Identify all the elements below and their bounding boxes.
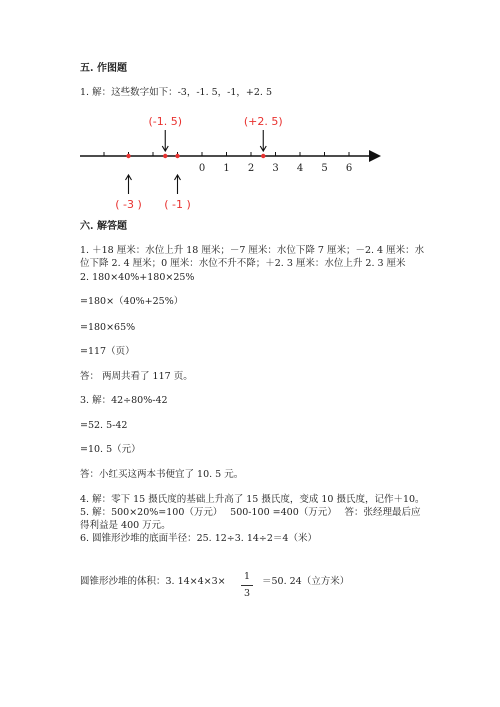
answer-line-10: =10. 5（元） — [80, 444, 141, 455]
answer-line-13: 5. 解：500×20%=100（万元） 500-100 =400（万元） 答：张经理最后应 — [80, 507, 421, 518]
answer-line-15: 6. 圆锥形沙堆的底面半径：25. 12÷3. 14÷2＝4（米） — [80, 533, 317, 544]
section6-heading: 六. 解答题 — [80, 221, 127, 232]
point-label: (-1. 5) — [148, 115, 183, 128]
point-marker — [175, 154, 179, 158]
number-line — [80, 115, 390, 211]
answer-line-6: =117（页） — [80, 346, 135, 357]
fraction-bar — [241, 585, 253, 586]
point-label: (+2. 5) — [243, 115, 283, 128]
tick-label: 0 — [198, 163, 206, 174]
answer-line-7: 答： 两周共看了 117 页。 — [80, 371, 193, 382]
point-marker — [126, 154, 130, 158]
point-marker — [163, 154, 167, 158]
answer-line-8: 3. 解：42÷80%-42 — [80, 395, 168, 406]
q1-answer: 1. 解：这些数字如下：-3，-1. 5，-1，+2. 5 — [80, 87, 273, 98]
fraction-denominator: 3 — [243, 588, 251, 599]
point-marker — [261, 154, 265, 158]
answer-line-9: =52. 5-42 — [80, 420, 128, 431]
answer-line-4: =180×（40%+25%） — [80, 296, 184, 307]
tick-label: 4 — [296, 163, 304, 174]
answer-line-5: =180×65% — [80, 322, 136, 333]
tick-label: 6 — [345, 163, 353, 174]
point-label: ( -1 ) — [164, 198, 191, 211]
fraction-one-third — [240, 571, 254, 600]
point-label: ( -3 ) — [115, 198, 142, 211]
answer-line-3: 2. 180×40%+180×25% — [80, 272, 195, 283]
point-arrow — [175, 175, 181, 194]
volume-suffix: ＝50. 24（立方米） — [262, 576, 350, 587]
point-arrow — [126, 175, 132, 194]
fraction-numerator: 1 — [243, 571, 251, 582]
tick-label: 1 — [223, 163, 230, 174]
tick-label: 5 — [321, 163, 328, 174]
answer-line-1: 1. ＋18 厘米：水位上升 18 厘米；－7 厘米：水位下降 7 厘米；－2. 4 厘米：水 — [80, 245, 425, 256]
answer-line-11: 答：小红买这两本书便宜了 10. 5 元。 — [80, 469, 244, 480]
point-arrow — [162, 130, 168, 151]
tick-label: 3 — [272, 163, 279, 174]
tick-label: 2 — [247, 163, 255, 174]
volume-prefix: 圆锥形沙堆的体积：3. 14×4×3× — [80, 576, 226, 587]
answer-line-12: 4. 解：零下 15 摄氏度的基础上升高了 15 摄氏度，变成 10 摄氏度，记作＋10。 — [80, 494, 425, 505]
answer-line-14: 得利益是 400 万元。 — [80, 520, 171, 531]
answer-line-2: 位下降 2. 4 厘米；0 厘米：水位不升不降；＋2. 3 厘米：水位上升 2. 3 厘米 — [80, 258, 406, 269]
section5-heading: 五. 作图题 — [80, 63, 127, 74]
point-arrow — [260, 130, 266, 151]
